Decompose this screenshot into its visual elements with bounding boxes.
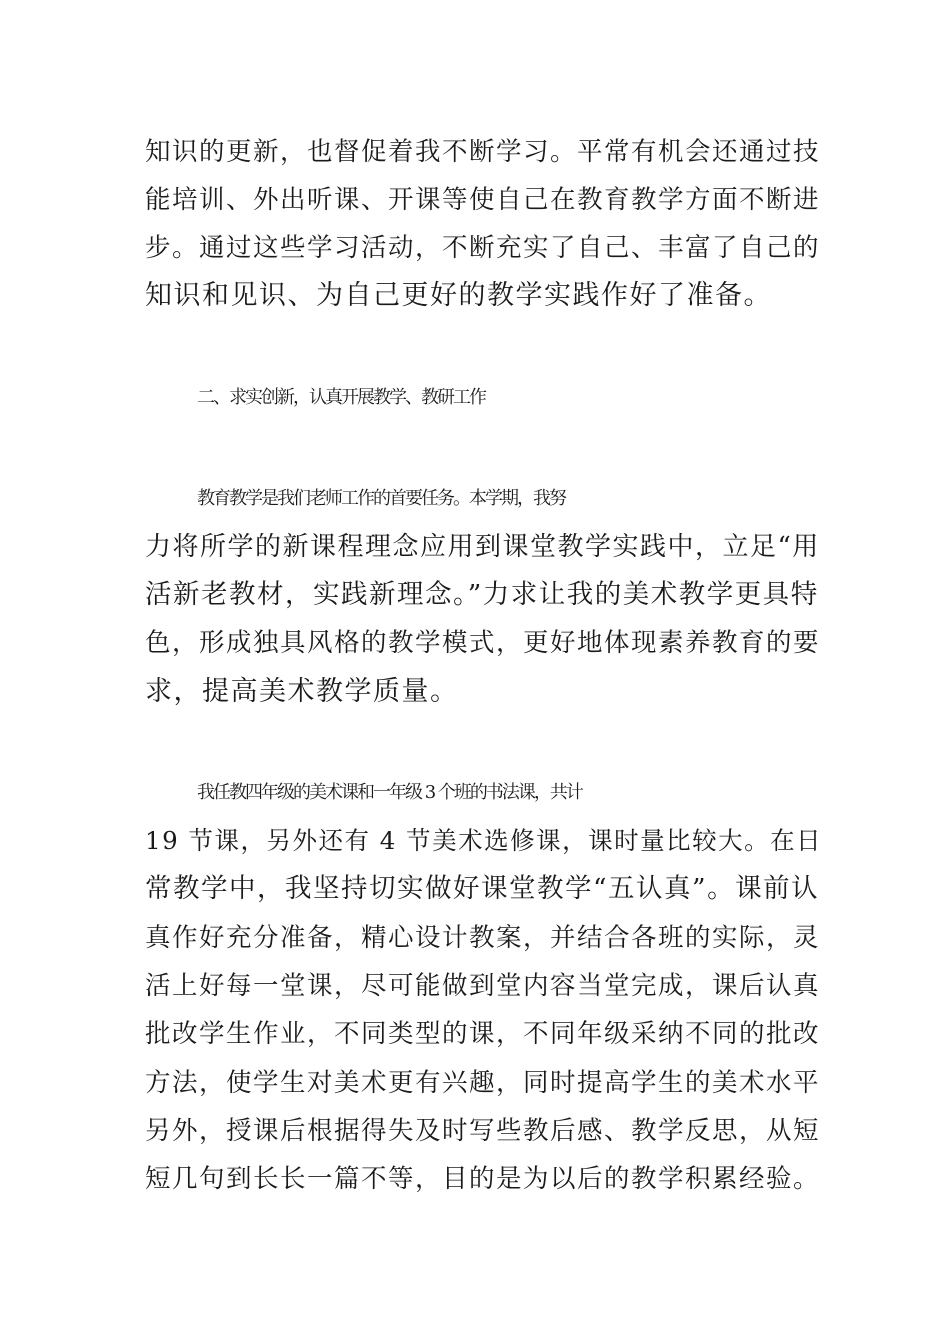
text-line: 真作好充分准备，精心设计教案，并结合各班的实际，灵 [145, 923, 821, 953]
text-line: 另外，授课后根据得失及时写些教后感、教学反思，从短 [145, 1116, 821, 1146]
text-line: 批改学生作业，不同类型的课，不同年级采纳不同的批改 [145, 1019, 821, 1049]
text-line: 短几句到长长一篇不等，目的是为以后的教学积累经验。 [145, 1164, 821, 1194]
text-line: 知识的更新，也督促着我不断学习。平常有机会还通过技 [145, 137, 821, 167]
text-line: 教育教学是我们老师工作的首要任务。本学期，我努 [197, 488, 565, 509]
text-line: 色，形成独具风格的教学模式，更好地体现素养教育的要 [145, 628, 821, 658]
text-line: 知识和见识、为自己更好的教学实践作好了准备。 [145, 280, 772, 311]
text-line: 能培训、外出听课、开课等使自己在教育教学方面不断进 [145, 185, 821, 215]
text-line: 步。通过这些学习活动，不断充实了自己、丰富了自己的 [145, 233, 821, 263]
text-line: 活上好每一堂课，尽可能做到堂内容当堂完成，课后认真 [145, 971, 821, 1001]
text-line: 19 节课，另外还有 4 节美术选修课，课时量比较大。在日 [145, 826, 823, 855]
text-line: 力将所学的新课程理念应用到课堂教学实践中，立足“用 [145, 532, 820, 562]
text-line: 方法，使学生对美术更有兴趣，同时提高学生的美术水平 [145, 1068, 821, 1098]
section-heading: 二、求实创新，认真开展教学、教研工作 [197, 387, 485, 408]
text-line: 活新老教材，实践新理念。”力求让我的美术教学更具特 [145, 579, 819, 610]
text-line: 求，提高美术教学质量。 [145, 676, 459, 707]
text-line: 常教学中，我坚持切实做好课堂教学“五认真”。课前认 [145, 873, 820, 904]
text-line: 我任教四年级的美术课和一年级 3 个班的书法课，共计 [197, 782, 582, 803]
